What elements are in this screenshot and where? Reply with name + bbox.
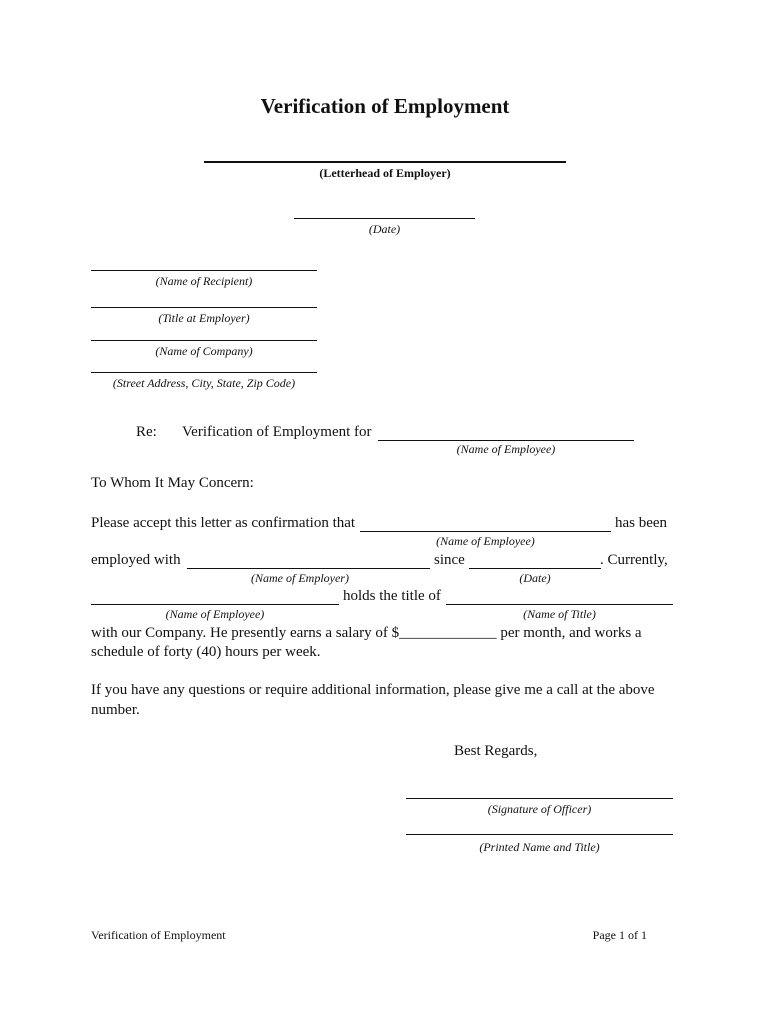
recipient-title-line[interactable] <box>91 307 317 308</box>
questions-line-2: number. <box>91 702 140 718</box>
signature-line[interactable] <box>406 798 673 799</box>
re-employee-caption: (Name of Employee) <box>456 442 556 456</box>
p1-employee-line[interactable] <box>360 531 611 532</box>
printed-name-caption: (Printed Name and Title) <box>479 840 600 854</box>
job-title-line[interactable] <box>446 604 673 605</box>
employer-caption: (Name of Employer) <box>251 571 349 585</box>
salary-line-1: with our Company. He presently earns a salary of $_____________ per month, and works a <box>91 625 642 641</box>
salary-line-2: schedule of forty (40) hours per week. <box>91 644 321 660</box>
printed-name-line[interactable] <box>406 834 673 835</box>
job-title-caption: (Name of Title) <box>523 607 596 621</box>
date-caption: (Date) <box>368 222 401 236</box>
recipient-title-caption: (Title at Employer) <box>158 311 250 325</box>
footer-left: Verification of Employment <box>91 928 226 942</box>
re-employee-line[interactable] <box>378 440 634 441</box>
letterhead-line[interactable] <box>204 161 566 163</box>
re-label: Re: <box>136 424 157 440</box>
date-line[interactable] <box>294 218 475 219</box>
employed-with-text: employed with <box>91 552 181 568</box>
recipient-company-line[interactable] <box>91 340 317 341</box>
re-text: Verification of Employment for <box>182 424 372 440</box>
recipient-address-line[interactable] <box>91 372 317 373</box>
recipient-name-caption: (Name of Recipient) <box>155 274 253 288</box>
p1-start-text: Please accept this letter as confirmation that <box>91 515 356 531</box>
since-text: since <box>434 552 465 568</box>
recipient-company-caption: (Name of Company) <box>155 344 253 358</box>
recipient-address-caption: (Street Address, City, State, Zip Code) <box>112 376 296 390</box>
document-title: Verification of Employment <box>260 94 510 118</box>
letterhead-caption: (Letterhead of Employer) <box>319 166 451 180</box>
closing: Best Regards, <box>454 743 538 759</box>
p1-employee-caption: (Name of Employee) <box>436 534 535 548</box>
currently-text: . Currently, <box>600 552 668 568</box>
footer-page-number: Page 1 of 1 <box>592 928 647 942</box>
signature-caption: (Signature of Officer) <box>487 802 592 816</box>
recipient-name-line[interactable] <box>91 270 317 271</box>
employee-caption-2: (Name of Employee) <box>165 607 265 621</box>
employee-line-2[interactable] <box>91 604 339 605</box>
employer-line[interactable] <box>187 568 430 569</box>
since-date-line[interactable] <box>469 568 601 569</box>
holds-title-text: holds the title of <box>343 588 441 604</box>
questions-line-1: If you have any questions or require additional information, please give me a call at the above <box>91 682 655 698</box>
salutation: To Whom It May Concern: <box>91 475 254 491</box>
p1-end-text: has been <box>615 515 668 531</box>
since-date-caption: (Date) <box>519 571 551 585</box>
